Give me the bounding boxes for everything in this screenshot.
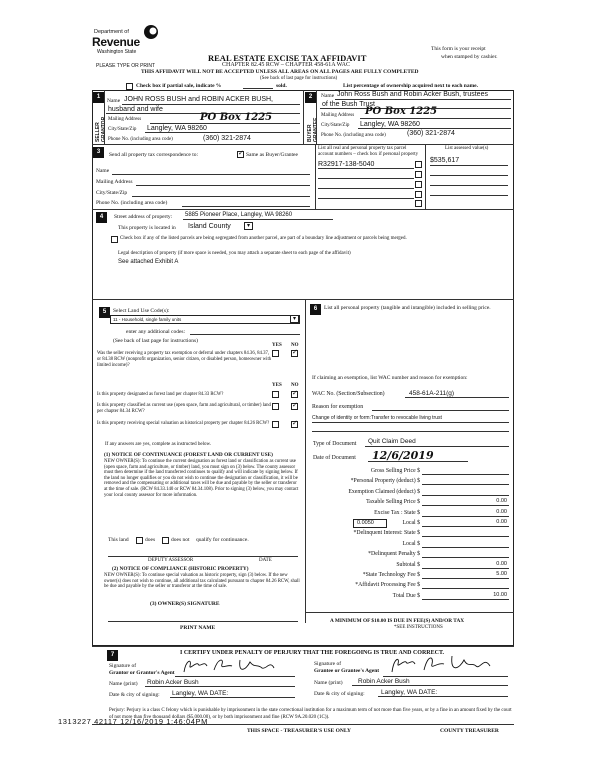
q3-yes-checkbox[interactable] (272, 403, 279, 410)
parcel-line-2 (318, 178, 414, 179)
tax-row-value[interactable]: 0.00 (496, 508, 507, 515)
section-4-bottom (92, 299, 514, 300)
grantee-date-label: Date & city of signing: (314, 691, 365, 697)
personal-property-checkbox-2[interactable] (415, 171, 422, 178)
personal-property-checkbox-5[interactable] (415, 200, 422, 207)
buyer-name-field[interactable]: John Ross Bush and Robin Acker Bush, trustees (337, 91, 488, 98)
seller-name-field-2[interactable]: husband and wife (108, 106, 163, 113)
same-as-buyer-label: Same as Buyer/Grantee (246, 152, 298, 158)
historical-question: Is this property receiving special valuation as historical property per chapter 84.26 RCW? (97, 421, 270, 426)
s3-mailing-line (136, 185, 310, 186)
form-chapter: CHAPTER 82.45 RCW – CHAPTER 458-61A WAC (222, 62, 350, 68)
segregated-label: Check box if any of the listed parcels are being segregated from another parcel, are part of a boundary line adjustment or parcels being merged. (120, 236, 407, 241)
dor-logo (92, 22, 162, 56)
seller-name-label: Name (107, 98, 121, 104)
county-dropdown-arrow-icon[interactable]: ▾ (244, 222, 253, 230)
s3-city-label: City/State/Zip (96, 190, 128, 196)
grantor-sig-label-1: Signature of (109, 663, 137, 669)
assessed-header: List assessed value(s) (445, 146, 489, 151)
agency-state: Washington State (97, 49, 137, 55)
section-3-marker: 3 (93, 147, 104, 158)
land-use-value: 11 - Household, single family units (113, 317, 182, 322)
street-address-line (183, 219, 333, 220)
notice-compliance-body: NEW OWNER(S): To continue special valuation as historic property, sign (3) below. If the new owner(s) does not wish to continue, all additional tax calculated pursuant to chapter 84.26 RCW, shall be due and payable by the seller or transferor at the time of sale. (104, 573, 300, 590)
tax-row-line (422, 495, 509, 496)
minimum-due-note: A MINIMUM OF $10.00 IS DUE IN FEE(S) AND/OR TAX (330, 618, 465, 624)
wac-line (405, 397, 509, 398)
assessed-line-1 (430, 165, 508, 166)
notice-continuance-body: NEW OWNER(S): To continue the current designation as forest land or classification as current use (open space, farm and agriculture, or timber) land, you must sign on (3) below. The county assessor must then determine if the land transferred continues to qualify and will indicate by signing below. If the land no longer qualifies or you do not wish to continue the designation or classification, it will be removed and the compensating or additional taxes will be due and payable by the seller or transferor at the time of sale. (RCW 84.33.140 or RCW 84.34.108). Prior to signing (3) below, you may contact your local county assessor for more information. (104, 459, 299, 498)
personal-property-checkbox-4[interactable] (415, 191, 422, 198)
q1-yes-checkbox[interactable] (272, 350, 279, 357)
notice-continuance-title: (1) NOTICE OF CONTINUANCE (FOREST LAND OR CURRENT USE) (104, 452, 273, 458)
located-in-label: This property is located in (118, 225, 176, 231)
seller-phone-label: Phone No. (including area code) (108, 137, 173, 142)
exemption-question: Was the seller receiving a property tax exemption or deferral under chapters 84.36, 84.37, or 84.38 RCW (nonprofit organization, senior citizen, or disabled person, homeowner with limited income)? (97, 351, 272, 368)
agency-name: Revenue (92, 35, 140, 49)
form-warning: THIS AFFIDAVIT WILL NOT BE ACCEPTED UNLESS ALL AREAS ON ALL PAGES ARE FULLY COMPLETED (141, 69, 419, 75)
tax-row-line (422, 536, 509, 537)
section-3-bottom (92, 209, 514, 210)
grantor-name-line (145, 686, 295, 687)
forest-land-question: Is this property designated as forest land per chapter 84.33 RCW? (97, 392, 224, 397)
tax-row-label: *Delinquent Penalty $ (368, 551, 420, 558)
local-rate-value: 0.0050 (357, 520, 374, 526)
buyer-city-field[interactable]: Langley, WA 98260 (360, 121, 420, 128)
deputy-assessor-label: DEPUTY ASSESSOR (148, 558, 194, 563)
partial-sale-percent-line[interactable] (243, 88, 273, 89)
personal-property-checkbox-1[interactable] (415, 161, 422, 168)
assessed-line-4 (430, 195, 508, 196)
parcel-assessed-divider (425, 144, 426, 209)
grantee-name-label: Name (print) (314, 680, 343, 686)
section-4-marker: 4 (96, 212, 107, 223)
buyer-mailing-line (360, 118, 511, 119)
doc-date-label: Date of Document (313, 455, 356, 461)
s3-phone-line (182, 206, 310, 207)
see-back-note: (See back of last page for instructions) (113, 338, 198, 344)
tax-row-label: Taxable Selling Price $ (366, 499, 420, 506)
land-does-label: does (145, 537, 156, 543)
q1-no-checkbox[interactable] (291, 350, 298, 357)
tax-row-label: Exemption Claimed (deduct) $ (348, 488, 420, 495)
seller-city-field[interactable]: Langley, WA 98260 (147, 125, 207, 132)
seller-city-line (145, 132, 300, 133)
see-instructions-note: *SEE INSTRUCTIONS (394, 625, 443, 630)
buyer-label-divider (316, 90, 317, 144)
doc-type-label: Type of Document (313, 441, 357, 447)
reason-line (372, 410, 509, 411)
buyer-phone-field[interactable]: (360) 321-2874 (407, 130, 455, 137)
personal-property-checkbox-3[interactable] (415, 181, 422, 188)
grantor-signature[interactable] (180, 654, 290, 676)
buyer-city-label: City/State/Zip (321, 123, 350, 128)
buyer-mailing-field[interactable]: PO Box 1225 (365, 106, 438, 117)
assessed-line-3 (430, 185, 508, 186)
section-3-divider (315, 144, 316, 209)
perjury-text: Perjury: Perjury is a class C felony which is punishable by imprisonment in the state correctional institution for a maximum term of not more than five years, or by a fine in an amount fixed by the court of not more than five thousand dollars ($5,000.00), or by both imprisonment and fine (RCW 9A.20.020 (1C)). (109, 708, 512, 720)
personal-property-label: List all personal property (tangible and intangible) included in selling price. (324, 305, 491, 311)
current-use-question: Is this property classified as current use (open space, farm and agricultural, or timber) land per chapter 84.34 RCW? (97, 403, 271, 414)
qualify-label: qualify for continuance. (196, 537, 249, 543)
deputy-line (108, 556, 298, 557)
tax-row-value[interactable]: 0.00 (496, 498, 507, 505)
land-use-dropdown-arrow-icon[interactable]: ▾ (290, 315, 299, 323)
section-7-marker: 7 (107, 650, 118, 661)
doc-date-field[interactable]: 12/6/2019 (372, 449, 434, 462)
seller-mailing-field[interactable]: PO Box 1225 (200, 112, 273, 123)
tax-row-label: *State Technology Fee $ (362, 572, 420, 578)
notice-compliance-title: (2) NOTICE OF COMPLIANCE (HISTORIC PROPERTY) (112, 566, 249, 572)
owner-signature-line[interactable] (108, 621, 298, 622)
seller-label-divider (104, 90, 105, 144)
buyer-mailing-label: Mailing Address (321, 113, 355, 118)
grantee-name-line (352, 685, 508, 686)
receipt-note-2: when stamped by cashier. (441, 54, 498, 60)
buyer-name-label: Name (321, 93, 335, 99)
owner-signature-label: (3) OWNER(S) SIGNATURE (150, 601, 220, 607)
same-as-buyer-checkbox[interactable] (237, 151, 244, 158)
tax-row-line (422, 588, 509, 589)
if-yes-note: If any answers are yes, complete as instructed below. (105, 442, 212, 447)
tax-row-line (422, 505, 509, 506)
grantee-signature-icon (388, 652, 498, 676)
wac-label: WAC No. (Section/Subsection) (312, 391, 385, 397)
legal-description-label: Legal description of property (if more space is needed, you may attach a separate sheet to each page of the affidavit) (118, 251, 351, 256)
parcel-line-3 (318, 188, 414, 189)
grantee-date-line (378, 696, 508, 697)
deputy-date-label: DATE (259, 558, 272, 563)
q2-no-checkbox[interactable] (291, 391, 298, 398)
treasurer-line (92, 724, 514, 725)
local-rate-field[interactable] (353, 519, 387, 528)
ownership-note: List percentage of ownership acquired next to each name. (343, 83, 478, 89)
s3-name-label: Name (96, 168, 110, 174)
grantor-date-field[interactable]: Langley, WA DATE: (172, 690, 229, 697)
county-select[interactable]: Island County (188, 223, 231, 230)
assessed-line-2 (430, 175, 508, 176)
additional-codes-label: enter any additional codes: (126, 329, 186, 335)
tax-row-value[interactable]: 10.00 (493, 591, 507, 598)
buyer-name-field-2[interactable]: of the Bush Trust (322, 101, 375, 108)
agency-dept: Department of (94, 29, 129, 35)
doc-type-field[interactable]: Quit Claim Deed (368, 438, 416, 445)
parcel-line-1 (318, 168, 414, 169)
tax-section-bottom (305, 612, 514, 613)
q4-yes-checkbox[interactable] (272, 421, 279, 428)
type-or-print: PLEASE TYPE OR PRINT (96, 63, 156, 69)
exemption-label: If claiming an exemption, list WAC number and reason for exemption: (312, 375, 468, 381)
section-1-marker: 1 (93, 92, 104, 103)
seller-mailing-line (150, 123, 300, 124)
reason-line-2 (312, 422, 509, 423)
q2-yes-checkbox[interactable] (272, 391, 279, 398)
tax-row-line (422, 568, 509, 569)
this-land-label: This land (108, 537, 129, 543)
s3-mailing-label: Mailing Address (96, 179, 133, 185)
seller-mailing-label: Mailing Address (108, 117, 142, 122)
s3-phone-label: Phone No. (including area code) (96, 200, 168, 206)
parcel-line-4 (318, 198, 414, 199)
tax-row-value[interactable]: 0.00 (496, 560, 507, 567)
tax-row-label: *Delinquent Interest: State $ (353, 530, 420, 537)
land-does-not-label: does not (171, 537, 190, 543)
grantor-date-line (170, 697, 295, 698)
tax-row-line (422, 578, 509, 579)
grantee-sig-label-2: Grantee or Grantee's Agent (314, 668, 380, 674)
tax-row-label: Gross Selling Price $ (370, 468, 420, 474)
grantor-signature-icon (180, 654, 290, 676)
grantee-name-field[interactable]: Robin Acker Bush (358, 678, 410, 685)
recording-stamp: 1313227 42117 12/16/2019 1:46:04PM (58, 717, 208, 726)
section-5-6-divider (305, 299, 306, 623)
street-address-field[interactable]: 5885 Pioneer Place, Langley, WA 98260 (185, 212, 293, 218)
grantor-sig-line (175, 676, 295, 677)
partial-sale-checkbox[interactable] (126, 83, 133, 90)
assessed-value-field[interactable]: $535,617 (430, 157, 460, 164)
tax-row-label: Local $ (402, 520, 420, 526)
receipt-note-1: This form is your receipt (431, 46, 486, 52)
yes-header-1: YES (272, 343, 282, 348)
section-5-marker: 5 (99, 307, 110, 318)
tax-row-value[interactable]: 0.00 (496, 519, 507, 525)
tax-row-line (422, 557, 509, 558)
grantee-signature[interactable] (388, 652, 498, 676)
tax-row-line (422, 484, 509, 485)
buyer-name-line (335, 99, 511, 100)
buyer-phone-label: Phone No. (including area code) (321, 133, 386, 138)
grantor-sig-label-2: Grantor or Grantor's Agent (109, 670, 175, 676)
land-does-not-checkbox[interactable] (162, 537, 169, 544)
section-2-marker: 2 (305, 92, 316, 103)
reason-field[interactable]: Change of identity or form:Transfer to revocable living trust (312, 415, 442, 421)
yes-header-2: YES (272, 383, 282, 388)
tax-row-line (422, 526, 509, 527)
tax-row-label: Subtotal $ (396, 561, 420, 568)
sold-label: sold. (276, 83, 287, 89)
grantor-name-field[interactable]: Robin Acker Bush (147, 679, 199, 686)
seller-phone-field[interactable]: (360) 321-2874 (203, 135, 251, 142)
grantor-name-label: Name (print) (109, 681, 138, 687)
grantee-sig-line (383, 676, 508, 677)
land-use-select[interactable] (110, 315, 300, 324)
buyer-vertical-label: BUYER GRANTEE (307, 117, 319, 142)
parcel-number-field[interactable]: R32917-138-5040 (318, 161, 375, 168)
instructions-note: (See back of last page for instructions) (260, 76, 338, 81)
reason-label: Reason for exemption (312, 404, 364, 410)
section-7-top (92, 646, 514, 647)
reason-line-3 (312, 431, 509, 432)
partial-sale-label: Check box if partial sale, indicate % (136, 83, 222, 89)
land-does-checkbox[interactable] (136, 537, 143, 544)
s3-name-line (112, 174, 310, 175)
doc-type-line (365, 446, 509, 447)
seller-name-field[interactable]: JOHN ROSS BUSH and ROBIN ACKER BUSH, (124, 96, 273, 103)
no-header-2: NO (291, 383, 299, 388)
q3-no-checkbox[interactable] (291, 403, 298, 410)
additional-codes-line[interactable] (190, 334, 300, 335)
no-header-1: NO (291, 343, 299, 348)
tax-row-line (422, 516, 509, 517)
tax-row-label: Total Due $ (392, 592, 420, 599)
form-title: REAL ESTATE EXCISE TAX AFFIDAVIT (208, 53, 367, 63)
seller-city-label: City/State/Zip (108, 127, 137, 132)
seller-name-line (122, 104, 300, 105)
send-correspondence-label: Send all property tax correspondence to: (109, 152, 199, 158)
segregated-checkbox[interactable] (111, 236, 118, 243)
seller-vertical-label: SELLER GRANTOR (95, 116, 107, 142)
parcel-header: List all real and personal property tax parcel account numbers – check box if personal property (318, 146, 419, 157)
legal-description-field[interactable]: See attached Exhibit A (118, 259, 179, 265)
buyer-city-line (358, 128, 511, 129)
tax-row-line (422, 547, 509, 548)
section-1-2-bottom (92, 144, 514, 145)
street-address-label: Street address of property: (114, 214, 173, 220)
grantor-date-label: Date & city of signing: (109, 692, 160, 698)
certify-statement: I CERTIFY UNDER PENALTY OF PERJURY THAT THE FOREGOING IS TRUE AND CORRECT. (180, 650, 445, 656)
tax-row-label: *Personal Property (deduct) $ (350, 478, 420, 485)
county-treasurer-label: COUNTY TREASURER (440, 728, 499, 734)
tax-row-value[interactable]: 5.00 (496, 571, 507, 577)
land-use-label: Select Land Use Code(s): (113, 308, 170, 314)
tax-row-label: Excise Tax : State $ (374, 509, 420, 516)
grantee-sig-label-1: Signature of (314, 661, 342, 667)
s3-city-line (132, 196, 310, 197)
tax-row-line (422, 474, 509, 475)
seller-buyer-divider (303, 90, 304, 144)
q4-no-checkbox[interactable] (291, 421, 298, 428)
grantee-date-field[interactable]: Langley, WA DATE: (381, 689, 438, 696)
tax-row-label: Local $ (402, 540, 420, 547)
tax-row-line (422, 599, 509, 600)
section-6-marker: 6 (310, 304, 321, 315)
print-name-label: PRINT NAME (180, 625, 216, 631)
doc-date-line (368, 461, 468, 462)
treasurer-only-label: THIS SPACE - TREASURER'S USE ONLY (247, 728, 351, 734)
wac-field[interactable]: 458-61A-211(g) (409, 390, 455, 397)
tax-row-label: *Affidavit Processing Fee $ (355, 582, 420, 589)
